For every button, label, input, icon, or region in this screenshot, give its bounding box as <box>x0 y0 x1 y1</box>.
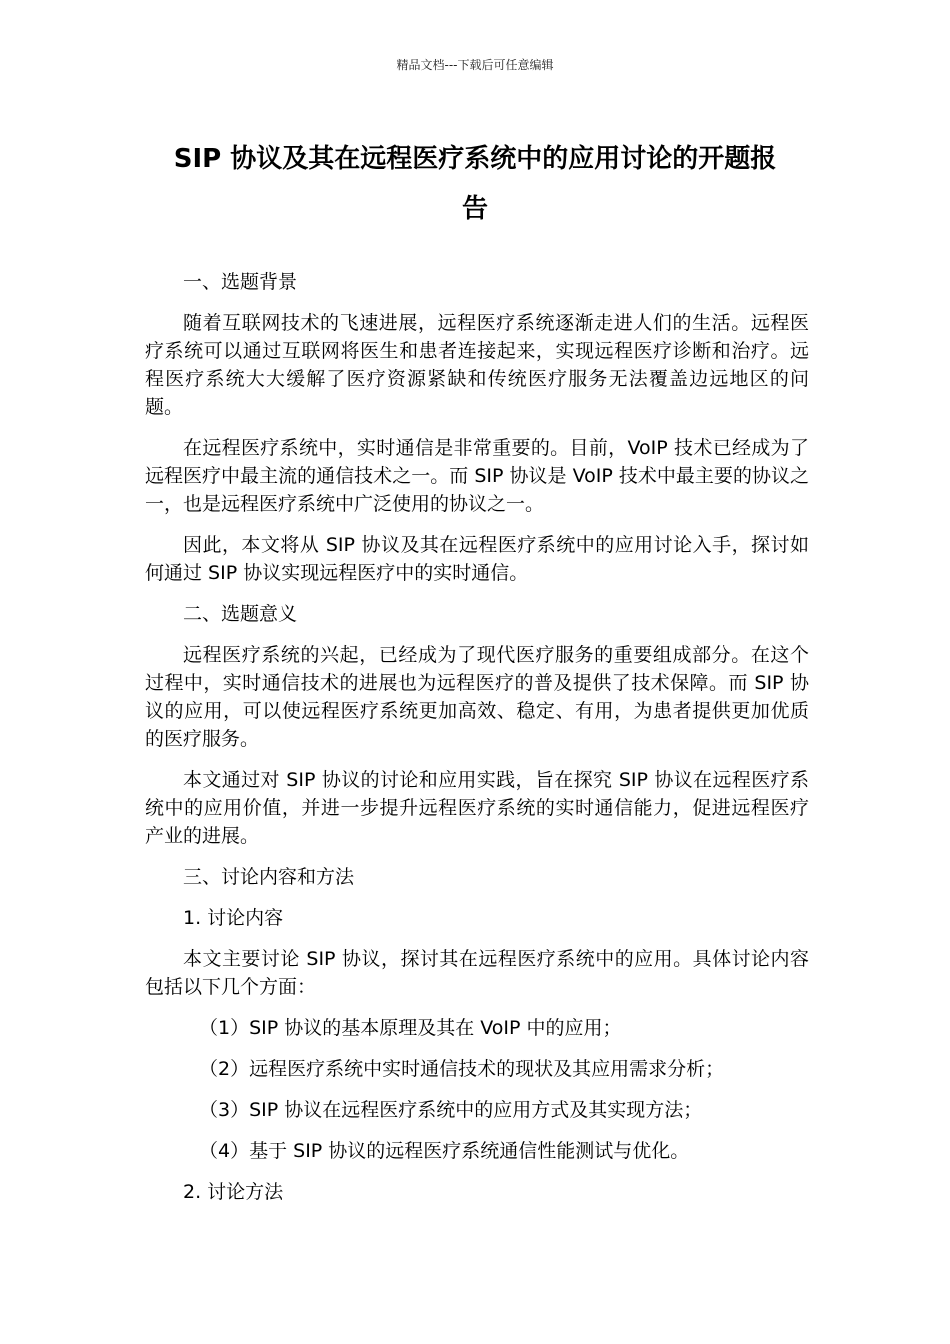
paragraph-content-1: 本文主要讨论 SIP 协议，探讨其在远程医疗系统中的应用。具体讨论内容包括以下几个方面： <box>145 948 809 998</box>
paragraph-background-3: 因此，本文将从 SIP 协议及其在远程医疗系统中的应用讨论入手，探讨如何通过 SIP 协议实现远程医疗中的实时通信。 <box>145 534 809 584</box>
page-header: 精品文档---下载后可任意编辑 <box>396 58 554 72</box>
document-body <box>145 268 809 1219</box>
paragraph-background-1: 随着互联网技术的飞速进展，远程医疗系统逐渐走进人们的生活。远程医疗系统可以通过互联网将医生和患者连接起来，实现远程医疗诊断和治疗。远程医疗系统大大缓解了医疗资源紧缺和传统医疗服务无法覆盖边远地区的问题。 <box>145 312 809 418</box>
document-title-line-2: 告 <box>461 194 488 224</box>
list-item: （2）远程医疗系统中实时通信技术的现状及其应用需求分析； <box>199 1058 725 1080</box>
document-title-line-1: SIP 协议及其在远程医疗系统中的应用讨论的开题报 <box>173 144 777 174</box>
paragraph-background-2: 在远程医疗系统中，实时通信是非常重要的。目前，VoIP 技术已经成为了远程医疗中最主流的通信技术之一。而 SIP 协议是 VoIP 技术中最主要的协议之一，也是远程医疗系统中广泛使用的协议之一。 <box>145 437 809 515</box>
list-item: （1）SIP 协议的基本原理及其在 VoIP 中的应用； <box>199 1017 622 1039</box>
paragraph-significance-1: 远程医疗系统的兴起，已经成为了现代医疗服务的重要组成部分。在这个过程中，实时通信技术的进展也为远程医疗的普及提供了技术保障。而 SIP 协议的应用，可以使远程医疗系统更加高效、稳定、有用，为患者提供更加优质的医疗服务。 <box>145 644 809 750</box>
section-heading-background: 一、选题背景 <box>183 271 298 293</box>
document-title <box>140 134 810 234</box>
subheading-content: 1. 讨论内容 <box>183 907 284 929</box>
list-item: （3）SIP 协议在远程医疗系统中的应用方式及其实现方法； <box>199 1099 703 1121</box>
section-heading-significance: 二、选题意义 <box>183 603 298 625</box>
section-heading-content-methods: 三、讨论内容和方法 <box>183 866 355 888</box>
list-item: （4）基于 SIP 协议的远程医疗系统通信性能测试与优化。 <box>199 1140 690 1162</box>
paragraph-significance-2: 本文通过对 SIP 协议的讨论和应用实践，旨在探究 SIP 协议在远程医疗系统中的应用价值，并进一步提升远程医疗系统的实时通信能力，促进远程医疗产业的进展。 <box>145 769 809 847</box>
subheading-methods: 2. 讨论方法 <box>183 1181 284 1203</box>
